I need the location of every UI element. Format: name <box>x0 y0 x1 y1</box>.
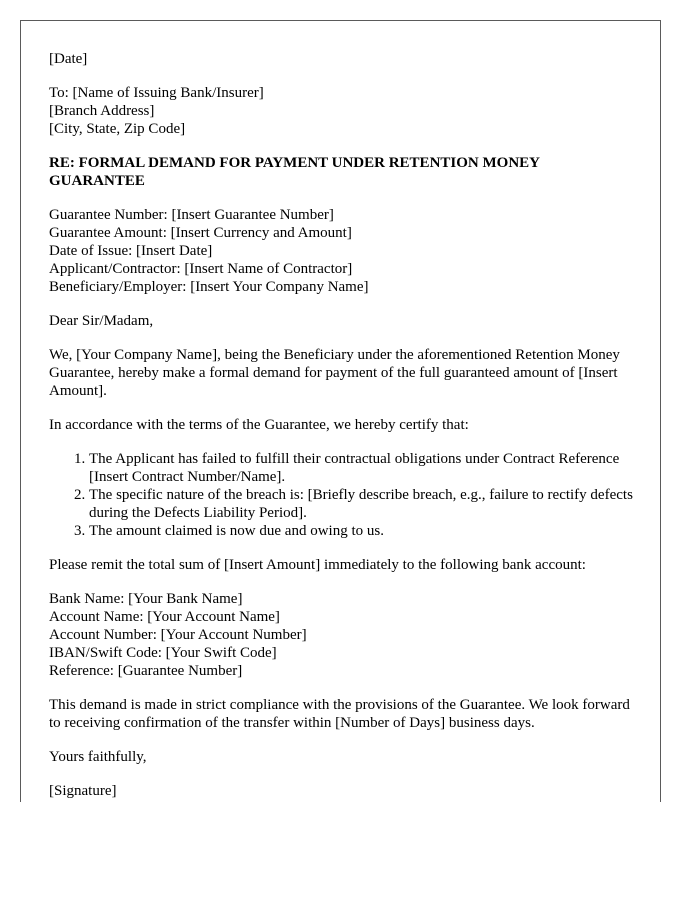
detail-beneficiary: Beneficiary/Employer: [Insert Your Company Name] <box>49 279 369 295</box>
iban-swift-code: IBAN/Swift Code: [Your Swift Code] <box>49 645 277 661</box>
recipient-city: [City, State, Zip Code] <box>49 121 186 137</box>
detail-guarantee-amount: Guarantee Amount: [Insert Currency and Amount] <box>49 225 352 241</box>
certification-item: 1. The Applicant has failed to fulfill their contractual obligations under Contract Reference [Insert Contract Number/Name]. <box>89 450 639 486</box>
recipient-branch: [Branch Address] <box>49 103 155 119</box>
signature-placeholder: [Signature] <box>49 783 117 799</box>
detail-applicant: Applicant/Contractor: [Insert Name of Contractor] <box>49 261 353 277</box>
salutation: Dear Sir/Madam, <box>49 313 154 329</box>
letter-page <box>20 20 661 802</box>
closing: Yours faithfully, <box>49 749 147 765</box>
detail-guarantee-number: Guarantee Number: [Insert Guarantee Number] <box>49 207 334 223</box>
letter-content <box>49 50 639 800</box>
paragraph-compliance: This demand is made in strict compliance with the provisions of the Guarantee. We look forward to receiving confirmation of the transfer within [Number of Days] business days. <box>49 697 630 731</box>
letter-date: [Date] <box>49 51 88 67</box>
bank-details <box>49 590 639 680</box>
paragraph-remit: Please remit the total sum of [Insert Amount] immediately to the following bank account: <box>49 557 586 573</box>
payment-reference: Reference: [Guarantee Number] <box>49 663 243 679</box>
recipient-address <box>49 84 639 138</box>
certification-item: 2. The specific nature of the breach is: [Briefly describe breach, e.g., failure to rectify defects during the Defects Liability Period]. <box>89 486 639 522</box>
detail-date-of-issue: Date of Issue: [Insert Date] <box>49 243 213 259</box>
guarantee-details <box>49 206 639 296</box>
certification-list <box>49 450 639 540</box>
letter-subject: RE: FORMAL DEMAND FOR PAYMENT UNDER RETENTION MONEY GUARANTEE <box>49 155 540 189</box>
account-name: Account Name: [Your Account Name] <box>49 609 280 625</box>
paragraph-demand: We, [Your Company Name], being the Beneficiary under the aforementioned Retention Money Guarantee, hereby make a formal demand for payment of the full guaranteed amount of [Insert Amount]. <box>49 347 620 399</box>
certification-item: 3. The amount claimed is now due and owing to us. <box>89 522 639 540</box>
bank-name: Bank Name: [Your Bank Name] <box>49 591 243 607</box>
recipient-to: To: [Name of Issuing Bank/Insurer] <box>49 85 264 101</box>
paragraph-certify: In accordance with the terms of the Guarantee, we hereby certify that: <box>49 417 469 433</box>
account-number: Account Number: [Your Account Number] <box>49 627 307 643</box>
